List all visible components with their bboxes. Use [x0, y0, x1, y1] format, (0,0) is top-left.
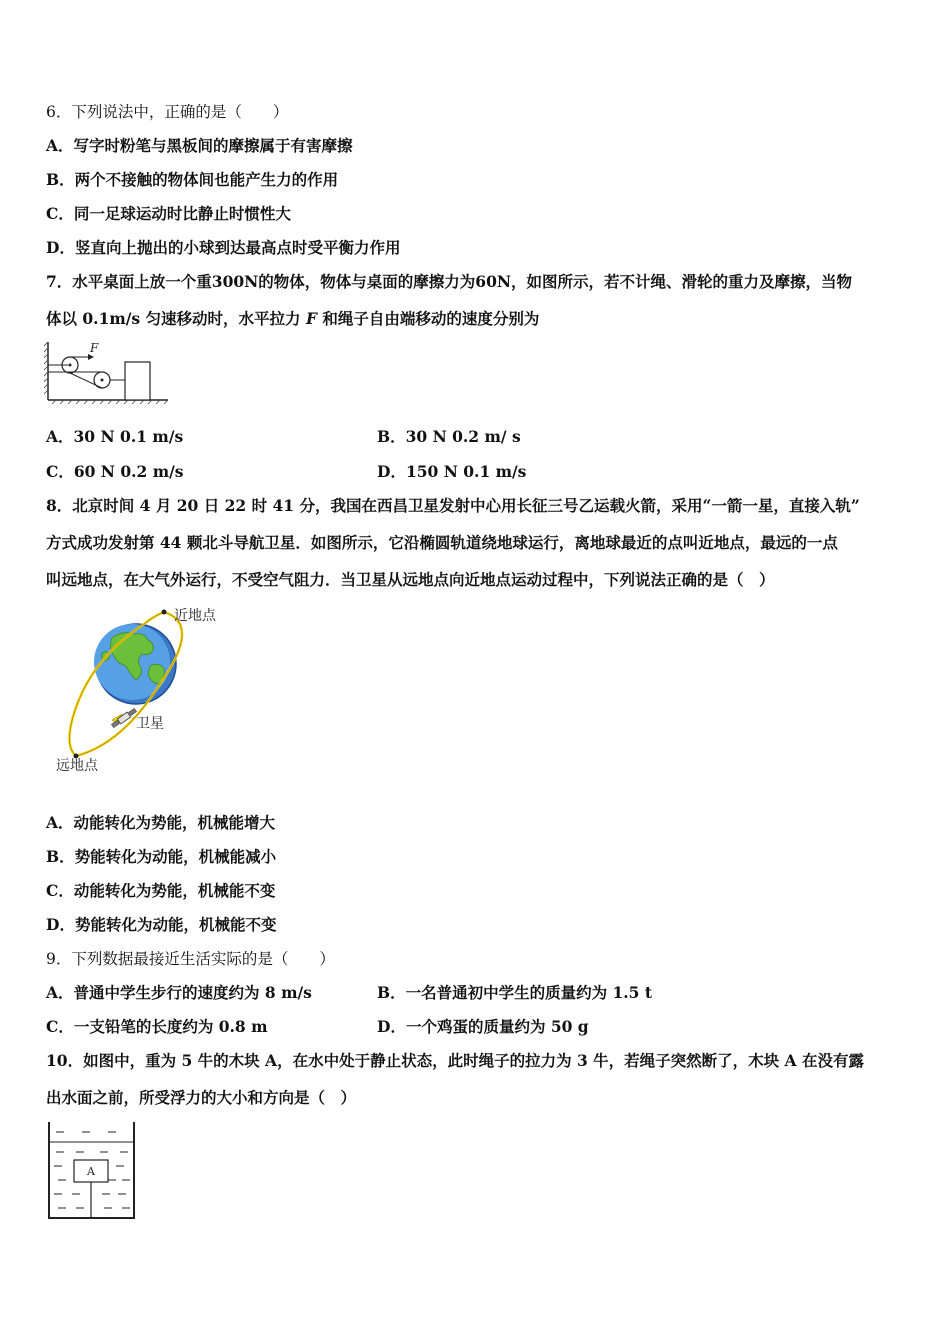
q9-option-b: B．一名普通初中学生的质量约为 1.5 t — [377, 983, 653, 1002]
q9-option-d: D．一个鸡蛋的质量约为 50 g — [377, 1017, 589, 1036]
q10-stem-line2: 出水面之前，所受浮力的大小和方向是（ ） — [46, 1088, 357, 1107]
q8-option-b: B．势能转化为动能，机械能减小 — [46, 847, 277, 866]
apogee-label: 远地点 — [56, 758, 98, 774]
perigee-label: 近地点 — [174, 608, 216, 624]
q8-option-d: D．势能转化为动能，机械能不变 — [46, 915, 277, 934]
satellite-orbit-figure — [52, 604, 232, 776]
q9-stem: 9．下列数据最接近生活实际的是（ ） — [46, 950, 335, 968]
q7-option-c: C．60 N 0.2 m/s — [46, 462, 184, 481]
q10-stem-line1: 10．如图中，重为 5 牛的木块 A，在水中处于静止状态，此时绳子的拉力为 3 牛，若绳子突然断了，木块 A 在没有露 — [46, 1051, 864, 1070]
q9-option-a: A．普通中学生步行的速度约为 8 m/s — [46, 983, 312, 1002]
q7-stem-line1: 7．水平桌面上放一个重300N的物体，物体与桌面的摩擦力为60N，如图所示，若不计绳、滑轮的重力及摩擦，当物 — [46, 272, 853, 291]
q6-option-a: A．写字时粉笔与黑板间的摩擦属于有害摩擦 — [46, 136, 353, 155]
perigee-point — [162, 610, 167, 615]
q9-option-c: C．一支铅笔的长度约为 0.8 m — [46, 1017, 268, 1036]
pulley-figure — [44, 340, 170, 406]
force-f-label: F — [90, 341, 99, 355]
water-tank-figure — [46, 1120, 138, 1222]
q8-stem-line3: 叫远地点，在大气外运行，不受空气阻力．当卫星从远地点向近地点运动过程中，下列说法正确的是（ ） — [46, 570, 775, 589]
q7-option-d: D．150 N 0.1 m/s — [377, 462, 527, 481]
q6-option-d: D．竖直向上抛出的小球到达最高点时受平衡力作用 — [46, 238, 401, 257]
q7-stem-line2-b: 和绳子自由端移动的速度分别为 — [316, 309, 540, 328]
q7-stem-line2-a: 体以 0.1m/s 匀速移动时，水平拉力 — [46, 309, 306, 328]
q7-option-a: A．30 N 0.1 m/s — [46, 427, 184, 446]
q6-option-b: B．两个不接触的物体间也能产生力的作用 — [46, 170, 339, 189]
q8-option-c: C．动能转化为势能，机械能不变 — [46, 881, 276, 900]
q7-force-variable: F — [305, 309, 317, 328]
q8-stem-line2: 方式成功发射第 44 颗北斗导航卫星．如图所示，它沿椭圆轨道绕地球运行，离地球最近的点叫近地点，最远的一点 — [46, 533, 838, 552]
q7-stem-line2 — [46, 309, 539, 329]
satellite-label: 卫星 — [136, 716, 164, 732]
q6-option-c: C．同一足球运动时比静止时惯性大 — [46, 204, 291, 223]
q8-option-a: A．动能转化为势能，机械能增大 — [46, 813, 276, 832]
block-a-label: A — [87, 1165, 95, 1178]
q7-option-b: B．30 N 0.2 m/ s — [377, 427, 521, 446]
q6-stem: 6．下列说法中，正确的是（ ） — [46, 103, 289, 121]
q8-stem-line1: 8．北京时间 4 月 20 日 22 时 41 分，我国在西昌卫星发射中心用长征三号乙运载火箭，采用“一箭一星，直接入轨” — [46, 496, 860, 515]
